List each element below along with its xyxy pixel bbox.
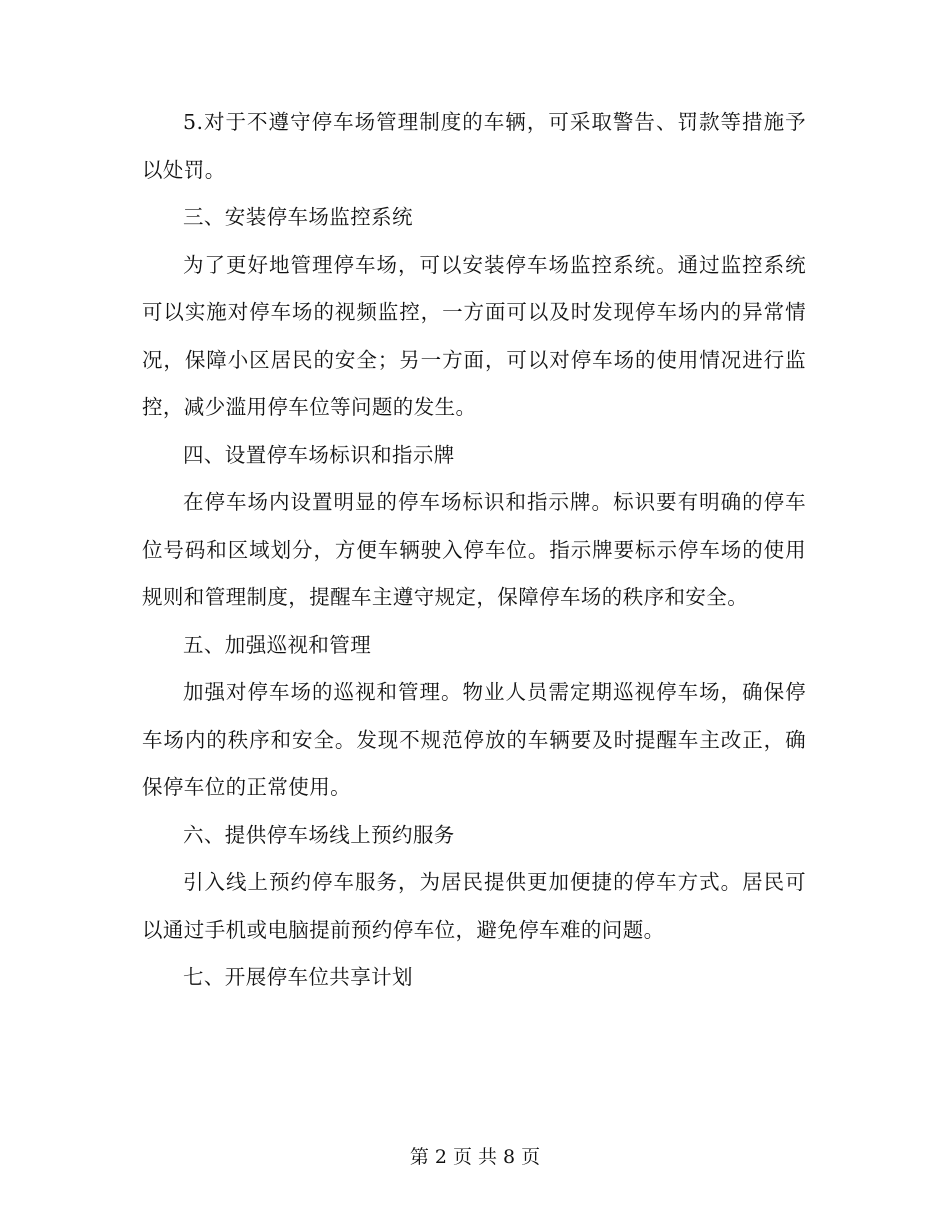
paragraph-penalty: 5.对于不遵守停车场管理制度的车辆，可采取警告、罚款等措施予以处罚。 (142, 110, 806, 182)
paragraph-monitoring: 为了更好地管理停车场，可以安装停车场监控系统。通过监控系统可以实施对停车场的视频监控，一方面可以及时发现停车场内的异常情况，保障小区居民的安全；另一方面，可以对停车场的使用情况进行监控，减少滥用停车位等问题的发生。 (142, 252, 806, 419)
section-heading-signage: 四、设置停车场标识和指示牌 (183, 442, 455, 467)
paragraph-online-booking: 引入线上预约停车服务，为居民提供更加便捷的停车方式。居民可以通过手机或电脑提前预约停车位，避免停车难的问题。 (142, 870, 806, 942)
page-number-footer: 第 2 页 共 8 页 (409, 1146, 541, 1168)
paragraph-patrol: 加强对停车场的巡视和管理。物业人员需定期巡视停车场，确保停车场内的秩序和安全。发现不规范停放的车辆要及时提醒车主改正，确保停车位的正常使用。 (142, 680, 806, 799)
section-heading-online-booking: 六、提供停车场线上预约服务 (183, 822, 455, 847)
document-body (142, 99, 806, 1002)
paragraph-signage: 在停车场内设置明显的停车场标识和指示牌。标识要有明确的停车位号码和区域划分，方便车辆驶入停车位。指示牌要标示停车场的使用规则和管理制度，提醒车主遵守规定，保障停车场的秩序和安全。 (142, 490, 806, 609)
section-heading-monitoring: 三、安装停车场监控系统 (183, 205, 413, 229)
section-heading-patrol: 五、加强巡视和管理 (183, 632, 372, 657)
section-heading-sharing: 七、开展停车位共享计划 (183, 965, 413, 989)
